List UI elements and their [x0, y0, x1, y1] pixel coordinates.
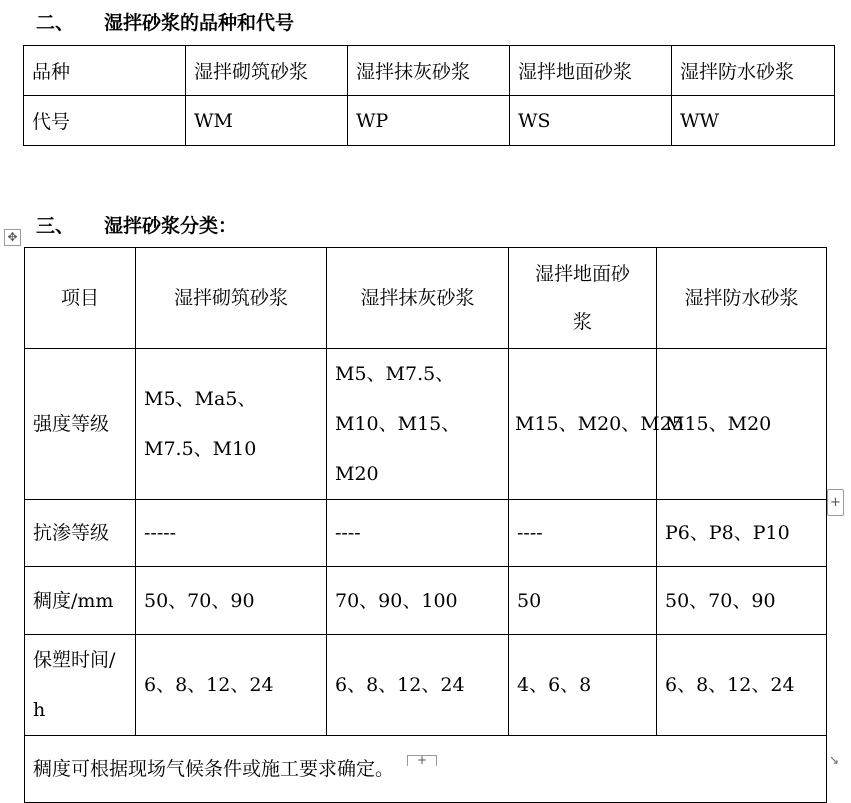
table-header-cell[interactable]: 湿拌砌筑砂浆	[136, 248, 327, 349]
table-note[interactable]: 稠度可根据现场气候条件或施工要求确定。	[25, 736, 827, 803]
table-row	[24, 46, 835, 96]
table-cell[interactable]: M5、Ma5、M7.5、M10	[136, 349, 327, 500]
table-cell[interactable]: 4、6、8	[509, 635, 657, 736]
table-cell[interactable]: WM	[186, 96, 348, 146]
table-cell[interactable]: M15、M20、M25	[509, 349, 657, 500]
table-header-row	[25, 248, 827, 349]
table-cell[interactable]: 抗渗等级	[25, 500, 136, 567]
section-3-number: 三、	[36, 215, 75, 237]
table-cell[interactable]: WS	[510, 96, 672, 146]
table-cell[interactable]: 代号	[24, 96, 186, 146]
classification-table	[24, 247, 827, 803]
table-cell[interactable]: 6、8、12、24	[136, 635, 327, 736]
table-cell[interactable]: M5、M7.5、M10、M15、M20	[327, 349, 509, 500]
table-cell[interactable]: 50、70、90	[136, 567, 327, 635]
section-2-title: 湿拌砂浆的品种和代号	[104, 12, 295, 34]
table-cell[interactable]: M15、M20	[657, 349, 827, 500]
table-cell[interactable]: ----	[509, 500, 657, 567]
table-cell[interactable]: 湿拌地面砂浆	[510, 46, 672, 96]
table-row	[25, 500, 827, 567]
table-cell[interactable]: 50	[509, 567, 657, 635]
table-row	[25, 567, 827, 635]
table-cell[interactable]: -----	[136, 500, 327, 567]
table-header-cell[interactable]: 项目	[25, 248, 136, 349]
table-cell[interactable]: 湿拌砌筑砂浆	[186, 46, 348, 96]
section-3-heading	[36, 211, 237, 238]
table-cell[interactable]: 湿拌抹灰砂浆	[348, 46, 510, 96]
table-cell[interactable]: 品种	[24, 46, 186, 96]
table-row	[25, 736, 827, 803]
table-cell[interactable]: WW	[672, 96, 835, 146]
table-cell[interactable]: 50、70、90	[657, 567, 827, 635]
table-cell[interactable]: 6、8、12、24	[327, 635, 509, 736]
move-icon[interactable]: ✥	[4, 229, 21, 246]
table-header-cell[interactable]: 湿拌抹灰砂浆	[327, 248, 509, 349]
table-cell[interactable]: ----	[327, 500, 509, 567]
table-cell[interactable]: WP	[348, 96, 510, 146]
section-3-title: 湿拌砂浆分类：	[104, 215, 238, 237]
table-cell[interactable]: 70、90、100	[327, 567, 509, 635]
plus-icon[interactable]: +	[407, 755, 437, 766]
table-row	[24, 96, 835, 146]
plus-icon[interactable]: +	[827, 489, 844, 516]
table-row	[25, 635, 827, 736]
varieties-table	[23, 45, 835, 146]
table-header-cell[interactable]: 湿拌地面砂浆	[509, 248, 657, 349]
resize-icon[interactable]: ↘	[829, 753, 840, 767]
section-2-number: 二、	[36, 12, 75, 34]
table-cell[interactable]: 稠度/mm	[25, 567, 136, 635]
table-row	[25, 349, 827, 500]
section-2-heading	[36, 8, 294, 35]
table-cell[interactable]: 湿拌防水砂浆	[672, 46, 835, 96]
table-cell[interactable]: 强度等级	[25, 349, 136, 500]
table-cell[interactable]: P6、P8、P10	[657, 500, 827, 567]
table-cell[interactable]: 保塑时间/h	[25, 635, 136, 736]
table-cell[interactable]: 6、8、12、24	[657, 635, 827, 736]
table-header-cell[interactable]: 湿拌防水砂浆	[657, 248, 827, 349]
